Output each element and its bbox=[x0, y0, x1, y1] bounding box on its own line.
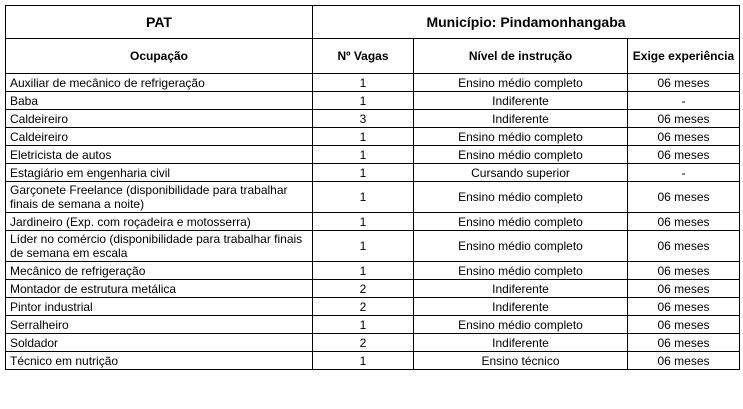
cell-experiencia: 06 meses bbox=[628, 298, 740, 316]
cell-ocupacao: Caldeireiro bbox=[6, 128, 313, 146]
table-row bbox=[6, 213, 740, 231]
cell-experiencia: 06 meses bbox=[628, 262, 740, 280]
cell-nivel: Ensino médio completo bbox=[414, 182, 628, 213]
cell-experiencia: 06 meses bbox=[628, 280, 740, 298]
cell-nivel: Cursando superior bbox=[414, 164, 628, 182]
table-row bbox=[6, 231, 740, 262]
cell-vagas: 1 bbox=[313, 213, 414, 231]
cell-experiencia: 06 meses bbox=[628, 213, 740, 231]
cell-vagas: 3 bbox=[313, 110, 414, 128]
cell-experiencia: 06 meses bbox=[628, 316, 740, 334]
column-header-row bbox=[6, 39, 740, 74]
col-header-nivel: Nível de instrução bbox=[414, 39, 628, 74]
cell-ocupacao: Montador de estrutura metálica bbox=[6, 280, 313, 298]
table-row bbox=[6, 74, 740, 92]
cell-vagas: 1 bbox=[313, 182, 414, 213]
table-row bbox=[6, 182, 740, 213]
cell-ocupacao: Técnico em nutrição bbox=[6, 352, 313, 370]
cell-nivel: Ensino médio completo bbox=[414, 262, 628, 280]
table-row bbox=[6, 110, 740, 128]
municipio-title: Município: Pindamonhangaba bbox=[313, 6, 740, 39]
col-header-experiencia: Exige experiência bbox=[628, 39, 740, 74]
cell-experiencia: - bbox=[628, 92, 740, 110]
table-row bbox=[6, 352, 740, 370]
cell-vagas: 1 bbox=[313, 128, 414, 146]
cell-nivel: Ensino médio completo bbox=[414, 213, 628, 231]
title-row bbox=[6, 6, 740, 39]
cell-vagas: 1 bbox=[313, 164, 414, 182]
table-row bbox=[6, 298, 740, 316]
cell-vagas: 2 bbox=[313, 298, 414, 316]
table-row bbox=[6, 146, 740, 164]
cell-ocupacao: Caldeireiro bbox=[6, 110, 313, 128]
table-row bbox=[6, 92, 740, 110]
cell-nivel: Ensino médio completo bbox=[414, 316, 628, 334]
table-row bbox=[6, 164, 740, 182]
col-header-ocupacao: Ocupação bbox=[6, 39, 313, 74]
table-row bbox=[6, 280, 740, 298]
pat-title: PAT bbox=[6, 6, 313, 39]
cell-ocupacao: Serralheiro bbox=[6, 316, 313, 334]
cell-vagas: 1 bbox=[313, 231, 414, 262]
cell-experiencia: 06 meses bbox=[628, 352, 740, 370]
col-header-vagas: Nº Vagas bbox=[313, 39, 414, 74]
cell-ocupacao: Garçonete Freelance (disponibilidade para trabalhar finais de semana a noite) bbox=[6, 182, 313, 213]
cell-ocupacao: Mecânico de refrigeração bbox=[6, 262, 313, 280]
table-row bbox=[6, 316, 740, 334]
cell-nivel: Indiferente bbox=[414, 280, 628, 298]
cell-ocupacao: Soldador bbox=[6, 334, 313, 352]
cell-ocupacao: Eletricista de autos bbox=[6, 146, 313, 164]
cell-experiencia: 06 meses bbox=[628, 334, 740, 352]
cell-vagas: 1 bbox=[313, 352, 414, 370]
cell-experiencia: 06 meses bbox=[628, 128, 740, 146]
cell-ocupacao: Estagiário em engenharia civil bbox=[6, 164, 313, 182]
cell-nivel: Ensino médio completo bbox=[414, 74, 628, 92]
cell-ocupacao: Auxiliar de mecânico de refrigeração bbox=[6, 74, 313, 92]
cell-nivel: Indiferente bbox=[414, 92, 628, 110]
cell-nivel: Ensino médio completo bbox=[414, 128, 628, 146]
cell-nivel: Ensino médio completo bbox=[414, 231, 628, 262]
table-row bbox=[6, 262, 740, 280]
cell-ocupacao: Jardineiro (Exp. com roçadeira e motosserra) bbox=[6, 213, 313, 231]
cell-ocupacao: Baba bbox=[6, 92, 313, 110]
cell-vagas: 1 bbox=[313, 262, 414, 280]
cell-experiencia: 06 meses bbox=[628, 74, 740, 92]
cell-vagas: 2 bbox=[313, 334, 414, 352]
cell-nivel: Indiferente bbox=[414, 334, 628, 352]
cell-experiencia: 06 meses bbox=[628, 110, 740, 128]
cell-vagas: 1 bbox=[313, 92, 414, 110]
cell-experiencia: 06 meses bbox=[628, 231, 740, 262]
table-row bbox=[6, 128, 740, 146]
cell-nivel: Indiferente bbox=[414, 110, 628, 128]
cell-nivel: Indiferente bbox=[414, 298, 628, 316]
cell-ocupacao: Pintor industrial bbox=[6, 298, 313, 316]
cell-nivel: Ensino médio completo bbox=[414, 146, 628, 164]
cell-vagas: 1 bbox=[313, 146, 414, 164]
cell-ocupacao: Líder no comércio (disponibilidade para trabalhar finais de semana em escala bbox=[6, 231, 313, 262]
cell-experiencia: 06 meses bbox=[628, 182, 740, 213]
cell-vagas: 1 bbox=[313, 316, 414, 334]
cell-experiencia: 06 meses bbox=[628, 146, 740, 164]
cell-nivel: Ensino técnico bbox=[414, 352, 628, 370]
cell-experiencia: - bbox=[628, 164, 740, 182]
cell-vagas: 2 bbox=[313, 280, 414, 298]
job-vacancies-table bbox=[5, 5, 740, 370]
table-row bbox=[6, 334, 740, 352]
cell-vagas: 1 bbox=[313, 74, 414, 92]
